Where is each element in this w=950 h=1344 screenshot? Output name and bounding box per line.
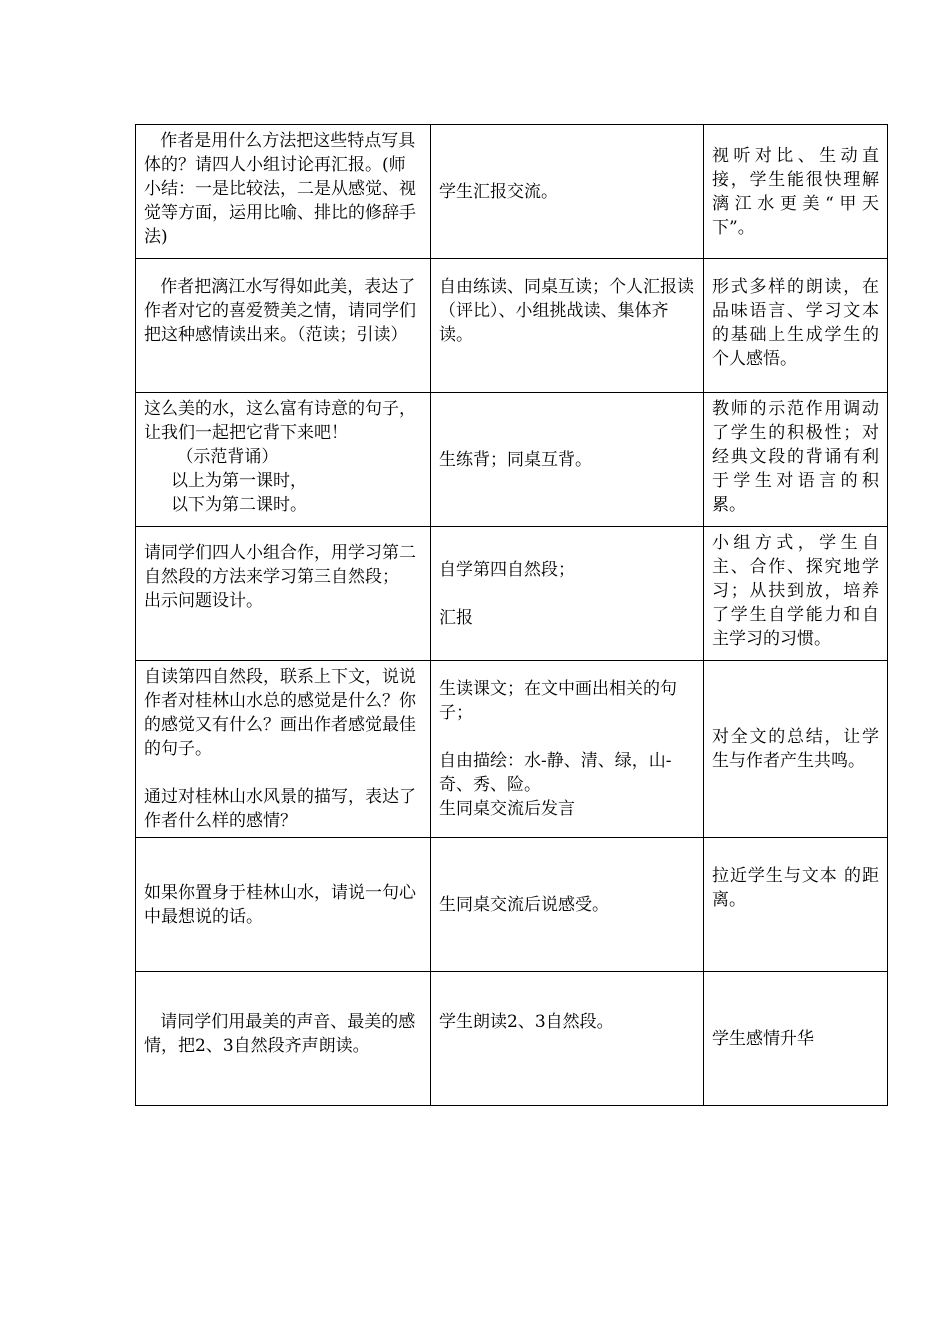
teacher-activity-cell xyxy=(136,393,431,527)
student-activity-cell xyxy=(431,661,704,838)
design-intent-cell xyxy=(704,838,888,972)
student-activity-cell xyxy=(431,527,704,661)
student-activity-text: 生同桌交流后说感受。 xyxy=(439,894,609,915)
design-intent-text: 形式多样的朗读，在品味语言、学习文本的基础上生成学生的个人感悟。 xyxy=(712,277,879,369)
teacher-activity-text: 如果你置身于桂林山水，请说一句心中最想说的话。 xyxy=(144,882,416,927)
design-intent-cell xyxy=(704,259,888,393)
teacher-activity-text: 自读第四自然段，联系上下文，说说作者对桂林山水总的感觉是什么？你的感觉又有什么？画出作者感觉最佳的句子。 通过对桂林山水风景的描写，表达了作者什么样的感情？ xyxy=(144,667,416,831)
design-intent-cell xyxy=(704,972,888,1106)
student-activity-text: 学生朗读2、3自然段。 xyxy=(439,1012,614,1032)
table-row xyxy=(136,527,888,661)
design-intent-text: 对全文的总结，让学生与作者产生共鸣。 xyxy=(712,727,879,771)
lesson-plan-table xyxy=(135,124,888,1106)
design-intent-text: 学生感情升华 xyxy=(712,1028,814,1049)
student-activity-text: 自学第四自然段； 汇报 xyxy=(439,559,575,628)
teacher-activity-cell xyxy=(136,527,431,661)
table-row xyxy=(136,972,888,1106)
student-activity-text: 自由练读、同桌互读；个人汇报读（评比）、小组挑战读、集体齐读。 xyxy=(439,277,694,345)
student-activity-text: 学生汇报交流。 xyxy=(439,181,558,202)
student-activity-text: 生读课文；在文中画出相关的句子； 自由描绘：水-静、清、绿，山-奇、秀、险。 生同桌交流后发言 xyxy=(439,679,677,819)
teacher-activity-text: 请同学们用最美的声音、最美的感情，把2、3自然段齐声朗读。 xyxy=(144,1012,416,1056)
design-intent-cell xyxy=(704,527,888,661)
table-row xyxy=(136,259,888,393)
design-intent-text: 拉近学生与文本 的距离。 xyxy=(712,866,879,910)
table-row xyxy=(136,838,888,972)
teacher-activity-text: 请同学们四人小组合作，用学习第二自然段的方法来学习第三自然段； 出示问题设计。 xyxy=(144,543,416,611)
student-activity-text: 生练背；同桌互背。 xyxy=(439,449,592,470)
teacher-activity-cell xyxy=(136,259,431,393)
student-activity-cell xyxy=(431,972,704,1106)
design-intent-cell xyxy=(704,393,888,527)
teacher-activity-text: 作者把漓江水写得如此美，表达了作者对它的喜爱赞美之情，请同学们把这种感情读出来。（范读；引读） xyxy=(144,277,416,345)
table-row xyxy=(136,125,888,259)
student-activity-cell xyxy=(431,393,704,527)
teacher-activity-cell xyxy=(136,661,431,838)
teacher-activity-cell xyxy=(136,972,431,1106)
design-intent-text: 视听对比、生动直接，学生能很快理解漓江水更美“甲天下”。 xyxy=(712,145,879,238)
student-activity-cell xyxy=(431,125,704,259)
design-intent-cell xyxy=(704,661,888,838)
table-row xyxy=(136,393,888,527)
design-intent-cell xyxy=(704,125,888,259)
teacher-activity-cell xyxy=(136,125,431,259)
student-activity-cell xyxy=(431,259,704,393)
teacher-activity-text: 这么美的水，这么富有诗意的句子，让我们一起把它背下来吧！ （示范背诵） 以上为第一课时， 以下为第二课时。 xyxy=(144,399,416,515)
design-intent-text: 小组方式，学生自主、合作、探究地学习；从扶到放，培养了学生自学能力和自主学习的习惯。 xyxy=(712,533,879,649)
design-intent-text: 教师的示范作用调动了学生的积极性；对经典文段的背诵有利于学生对语言的积累。 xyxy=(712,399,879,515)
teacher-activity-cell xyxy=(136,838,431,972)
student-activity-cell xyxy=(431,838,704,972)
teacher-activity-text: 作者是用什么方法把这些特点写具体的？请四人小组讨论再汇报。(师小结：一是比较法，二是从感觉、视觉等方面，运用比喻、排比的修辞手法) xyxy=(144,131,416,247)
table-row xyxy=(136,661,888,838)
